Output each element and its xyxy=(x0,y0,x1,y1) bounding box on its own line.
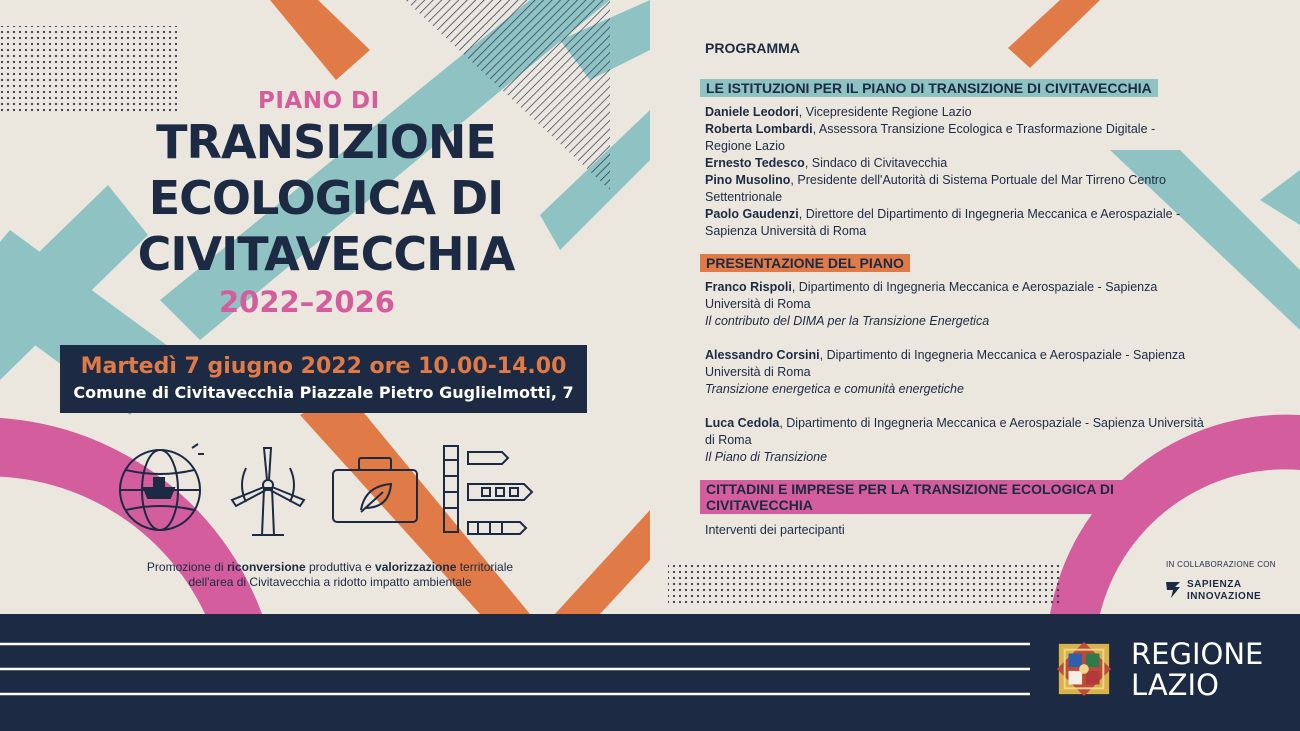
globe-ship-icon xyxy=(112,440,212,540)
promo-bold-reconversion: riconversione xyxy=(226,560,306,574)
speaker-name: Alessandro Corsini xyxy=(705,348,820,362)
speaker-role: , Assessora Transizione Ecologica e Trasformazione Digitale - Regione Lazio xyxy=(705,122,1156,153)
wind-turbine-icon xyxy=(218,440,318,540)
collaboration-label: IN COLLABORAZIONE CON xyxy=(1166,560,1276,569)
speaker-name: Paolo Gaudenzi xyxy=(705,207,799,221)
speaker-entry xyxy=(705,155,1205,172)
title-kicker: PIANO DI xyxy=(258,88,380,114)
institutions-speaker-list xyxy=(705,104,1205,240)
speaker-entry xyxy=(705,104,1205,121)
title-line: ECOLOGICA DI xyxy=(148,171,504,225)
speaker-entry xyxy=(705,279,1205,313)
section-presentation-heading: PRESENTAZIONE DEL PIANO xyxy=(700,254,910,272)
speaker-name: Roberta Lombardi xyxy=(705,122,813,136)
promo-bold-valorization: valorizzazione xyxy=(375,560,457,574)
event-date: Martedì 7 giugno 2022 ore 10.00-14.00 xyxy=(80,354,567,379)
speaker-entry xyxy=(705,415,1205,449)
org-name-line2: LAZIO xyxy=(1131,668,1219,702)
port-logistics-icon xyxy=(438,440,538,540)
speaker-role: , Dipartimento di Ingegneria Meccanica e Aerospaziale - Sapienza Università di Roma xyxy=(705,416,1204,447)
org-name-line1: REGIONE xyxy=(1131,637,1264,671)
section-citizens-heading: CITTADINI E IMPRESE PER LA TRANSIZIONE ECOLOGICA DI CIVITAVECCHIA xyxy=(700,480,1140,514)
talk-title: Transizione energetica e comunità energetiche xyxy=(705,382,964,396)
talk-title: Il Piano di Transizione xyxy=(705,450,828,464)
event-title xyxy=(126,114,526,282)
briefcase-leaf-icon xyxy=(325,440,425,540)
partner-name-line2: INNOVAZIONE xyxy=(1187,591,1262,602)
speaker-entry xyxy=(705,206,1205,240)
sapienza-mark-icon xyxy=(1165,580,1183,600)
speaker-role: , Sindaco di Civitavecchia xyxy=(804,156,948,170)
promo-text-part: produttiva e xyxy=(305,560,376,574)
presentation-list xyxy=(705,279,1205,483)
event-years: 2022–2026 xyxy=(219,285,395,319)
speaker-name: Ernesto Tedesco xyxy=(705,156,805,170)
speaker-role: , Dipartimento di Ingegneria Meccanica e Aerospaziale - Sapienza Università di Roma xyxy=(705,280,1158,311)
event-venue: Comune di Civitavecchia Piazzale Pietro Guglielmotti, 7 xyxy=(73,383,574,402)
speaker-role: , Vicepresidente Regione Lazio xyxy=(798,105,972,119)
title-line: TRANSIZIONE xyxy=(156,115,496,169)
speaker-name: Daniele Leodori xyxy=(705,105,799,119)
speaker-name: Luca Cedola xyxy=(705,416,780,430)
speaker-entry xyxy=(705,172,1205,206)
promo-text xyxy=(80,560,580,590)
talk-title: Il contributo del DIMA per la Transizione Energetica xyxy=(705,314,990,328)
title-line: CIVITAVECCHIA xyxy=(137,227,515,281)
section-institutions-heading: LE ISTITUZIONI PER IL PIANO DI TRANSIZIONE DI CIVITAVECCHIA xyxy=(700,79,1158,97)
presentation-item xyxy=(705,415,1205,466)
speaker-role: , Presidente dell'Autorità di Sistema Portuale del Mar Tirreno Centro Settentrionale xyxy=(705,173,1166,204)
presentation-item xyxy=(705,347,1205,398)
speaker-role: , Direttore del Dipartimento di Ingegneria Meccanica e Aerospaziale - Sapienza Università di Roma xyxy=(705,207,1181,238)
sapienza-innovazione-logo xyxy=(1165,578,1275,602)
presentation-item xyxy=(705,279,1205,330)
regione-lazio-wordmark xyxy=(1131,639,1291,701)
speaker-role: , Dipartimento di Ingegneria Meccanica e Aerospaziale - Sapienza Università di Roma xyxy=(705,348,1186,379)
speaker-entry xyxy=(705,121,1205,155)
partner-name-line1: SAPIENZA xyxy=(1187,579,1242,590)
date-venue-box xyxy=(60,345,587,413)
promo-text-part: Promozione di xyxy=(146,560,227,574)
speaker-entry xyxy=(705,347,1205,381)
promo-text-line2: dell'area di Civitavecchia a ridotto impatto ambientale xyxy=(188,575,472,589)
speaker-name: Pino Musolino xyxy=(705,173,791,187)
promo-text-part: territoriale xyxy=(456,560,514,574)
participants-interventions: Interventi dei partecipanti xyxy=(705,523,845,537)
regione-lazio-emblem-icon xyxy=(1055,640,1113,698)
speaker-name: Franco Rispoli xyxy=(705,280,792,294)
programme-title: PROGRAMMA xyxy=(705,40,800,56)
